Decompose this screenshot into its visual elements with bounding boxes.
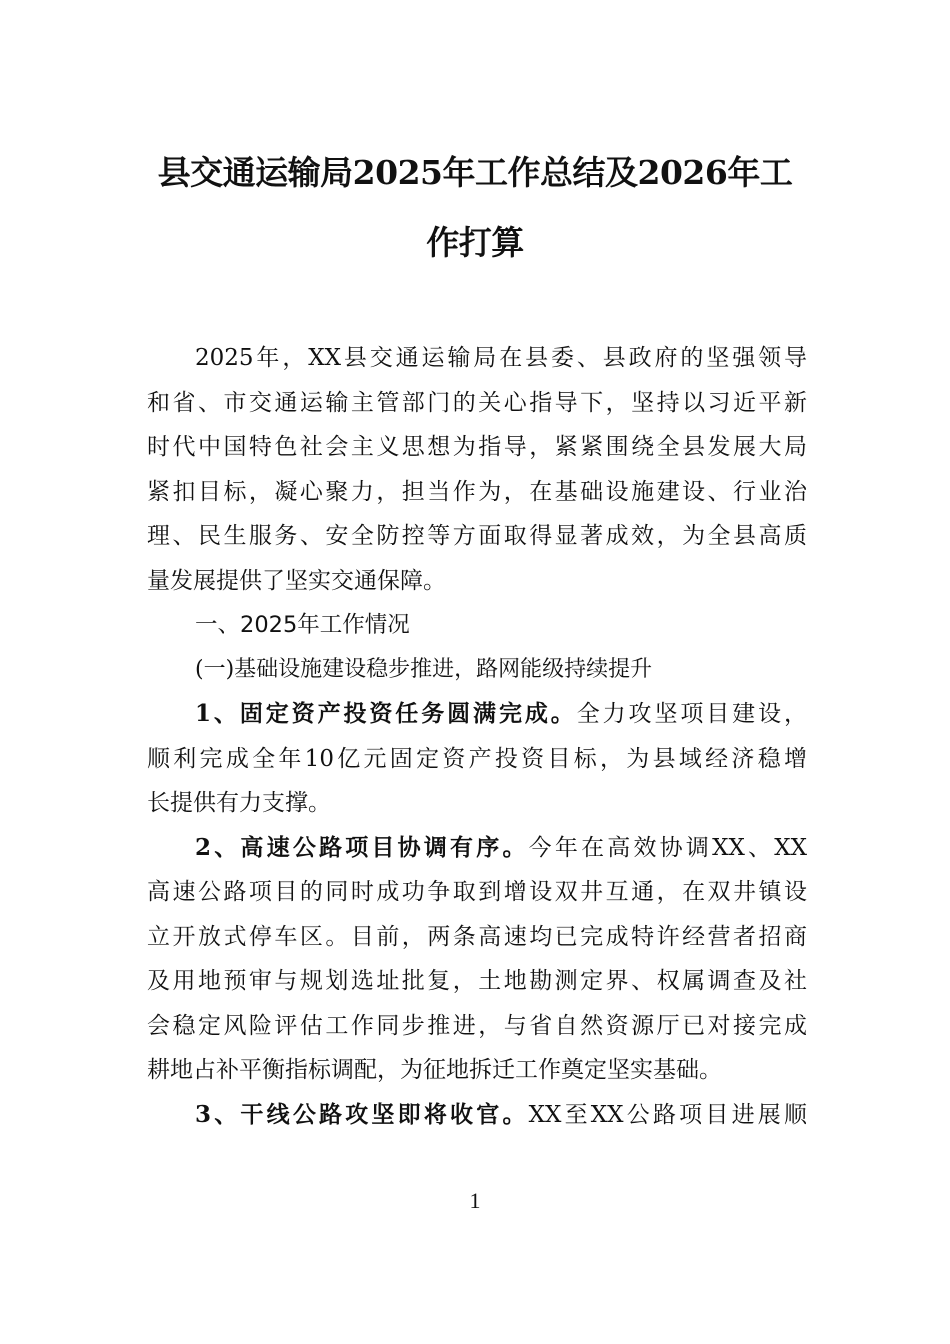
intro-paragraph	[147, 336, 807, 603]
text-line: 紧扣目标，凝心聚力，担当作为，在基础设施建设、行业治	[147, 478, 807, 505]
text-line: 长提供有力支撑。	[147, 790, 331, 816]
text-line: 2025年，XX县交通运输局在县委、县政府的坚强领导	[195, 345, 807, 371]
subsection-heading: (一)基础设施建设稳步推进，路网能级持续提升	[195, 656, 653, 682]
item-2-text: 今年在高效协调XX、XX	[528, 834, 807, 861]
item-3-lead: 3、干线公路攻坚即将收官。	[195, 1100, 529, 1128]
document-body	[147, 336, 807, 1137]
text-line: 顺利完成全年10亿元固定资产投资目标，为县域经济稳增	[147, 745, 807, 772]
title-line-1: 县交通运输局2025年工作总结及2026年工	[157, 153, 793, 192]
text-line: 会稳定风险评估工作同步推进，与省自然资源厅已对接完成	[147, 1012, 807, 1039]
text-line: 高速公路项目的同时成功争取到增设双井互通，在双井镇设	[147, 879, 807, 905]
item-3-paragraph	[147, 1093, 807, 1138]
text-line: 理、民生服务、安全防控等方面取得显著成效，为全县高质	[147, 523, 807, 549]
text-line: 时代中国特色社会主义思想为指导，紧紧围绕全县发展大局	[147, 434, 807, 460]
text-line	[147, 826, 807, 871]
item-1-paragraph	[147, 692, 807, 826]
text-line: 和省、市交通运输主管部门的关心指导下，坚持以习近平新	[147, 389, 807, 416]
text-line: 耕地占补平衡指标调配，为征地拆迁工作奠定坚实基础。	[147, 1057, 722, 1083]
title-line-2: 作打算	[426, 223, 524, 262]
item-2-lead: 2、高速公路项目协调有序。	[195, 833, 529, 861]
item-1-lead: 1、固定资产投资任务圆满完成。	[195, 700, 577, 727]
text-line	[147, 1093, 807, 1138]
text-line: 量发展提供了坚实交通保障。	[147, 567, 446, 594]
text-line: 及用地预审与规划选址批复，土地勘测定界、权属调查及社	[147, 968, 807, 994]
section-heading-1: 一、2025年工作情况	[195, 612, 410, 638]
document-title	[100, 138, 850, 278]
item-3-text: XX至XX公路项目进展顺	[528, 1101, 807, 1128]
text-line: 立开放式停车区。目前，两条高速均已完成特许经营者招商	[147, 923, 807, 950]
item-1-text: 全力攻坚项目建设，	[576, 701, 808, 727]
page-number: 1	[469, 1188, 481, 1213]
text-line	[147, 692, 807, 737]
item-2-paragraph	[147, 826, 807, 1093]
